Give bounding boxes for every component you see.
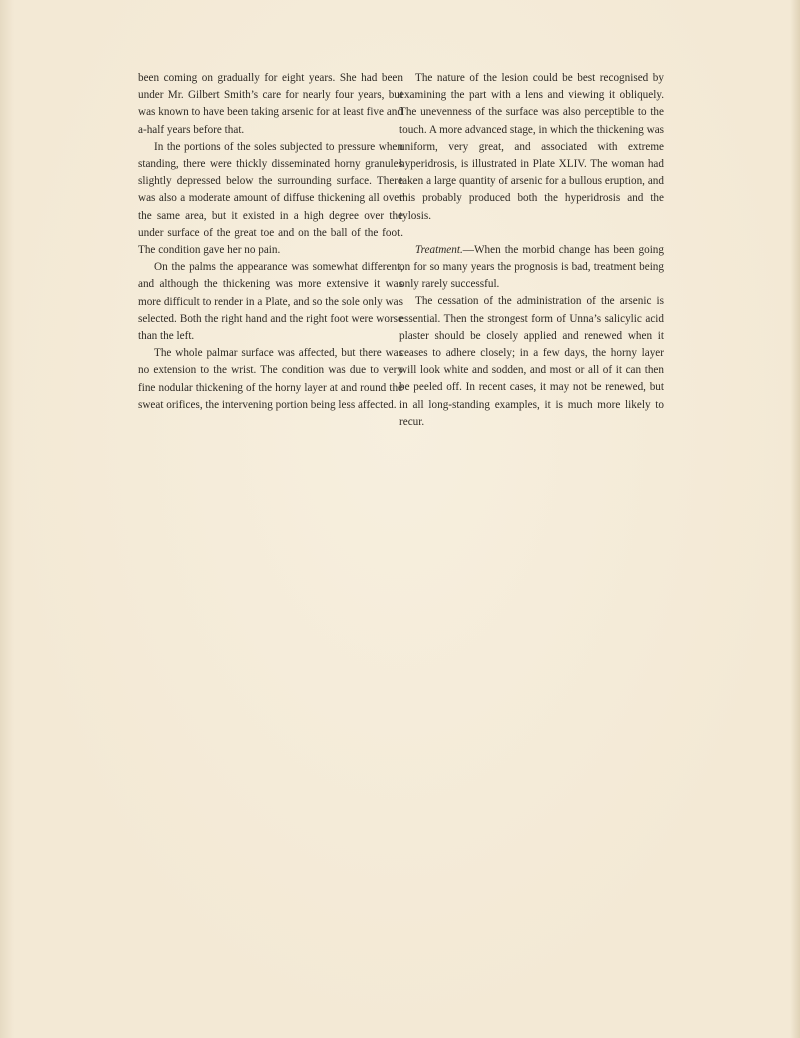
right-text-column [399,70,664,431]
treatment-text: —When the morbid change has been going on for so many years the prognosis is bad, treatment being only rarely successful. [399,243,664,291]
paragraph-palms: On the palms the appearance was somewhat different, and although the thickening was more extensive it was more difficult to render in a Plate, and so the sole only was selected. Both the right hand and the right foot were worse than the left. [138,261,403,343]
paragraph-lesion-nature: The nature of the lesion could be best recognised by examining the part with a lens and viewing it obliquely. The unevenness of the surface was also perceptible to the touch. A more advanced stage, in which the thickening was uniform, very great, and associated with extreme hyperidrosis, is illustrated in Plate XLIV. The woman had taken a large quantity of arsenic for a bullous eruption, and this probably produced both the hyperidrosis and the tylosis. [399,72,665,222]
paragraph-continued: been coming on gradually for eight years. She had been under Mr. Gilbert Smith’s care for nearly four years, but was known to have been taking arsenic for at least five and a-half years before that. [138,72,403,136]
paragraph-soles: In the portions of the soles subjected to pressure when standing, there were thickly disseminated horny granules slightly depressed below the surrounding surface. There was also a moderate amount of diffuse thickening all over the same area, but it existed in a high degree over the under surface of the great toe and on the ball of the foot. The condition gave her no pain. [138,140,403,257]
paragraph-treatment [399,242,664,294]
page-edge-shadow [790,0,800,1038]
treatment-heading: Treatment. [415,243,463,256]
paragraph-palmar-surface: The whole palmar surface was affected, but there was no extension to the wrist. The condition was due to very fine nodular thickening of the horny layer at and round the sweat orifices, the intervening portion being less affected. [138,347,403,411]
left-text-column [138,70,403,414]
paragraph-cessation: The cessation of the administration of the arsenic is essential. Then the strongest form of Unna’s salicylic acid plaster should be closely applied and renewed when it ceases to adhere closely; in a few days, the horny layer will look white and sodden, and most or all of it can then be peeled off. In recent cases, it may not be renewed, but in all long-standing examples, it is much more likely to recur. [399,295,664,428]
